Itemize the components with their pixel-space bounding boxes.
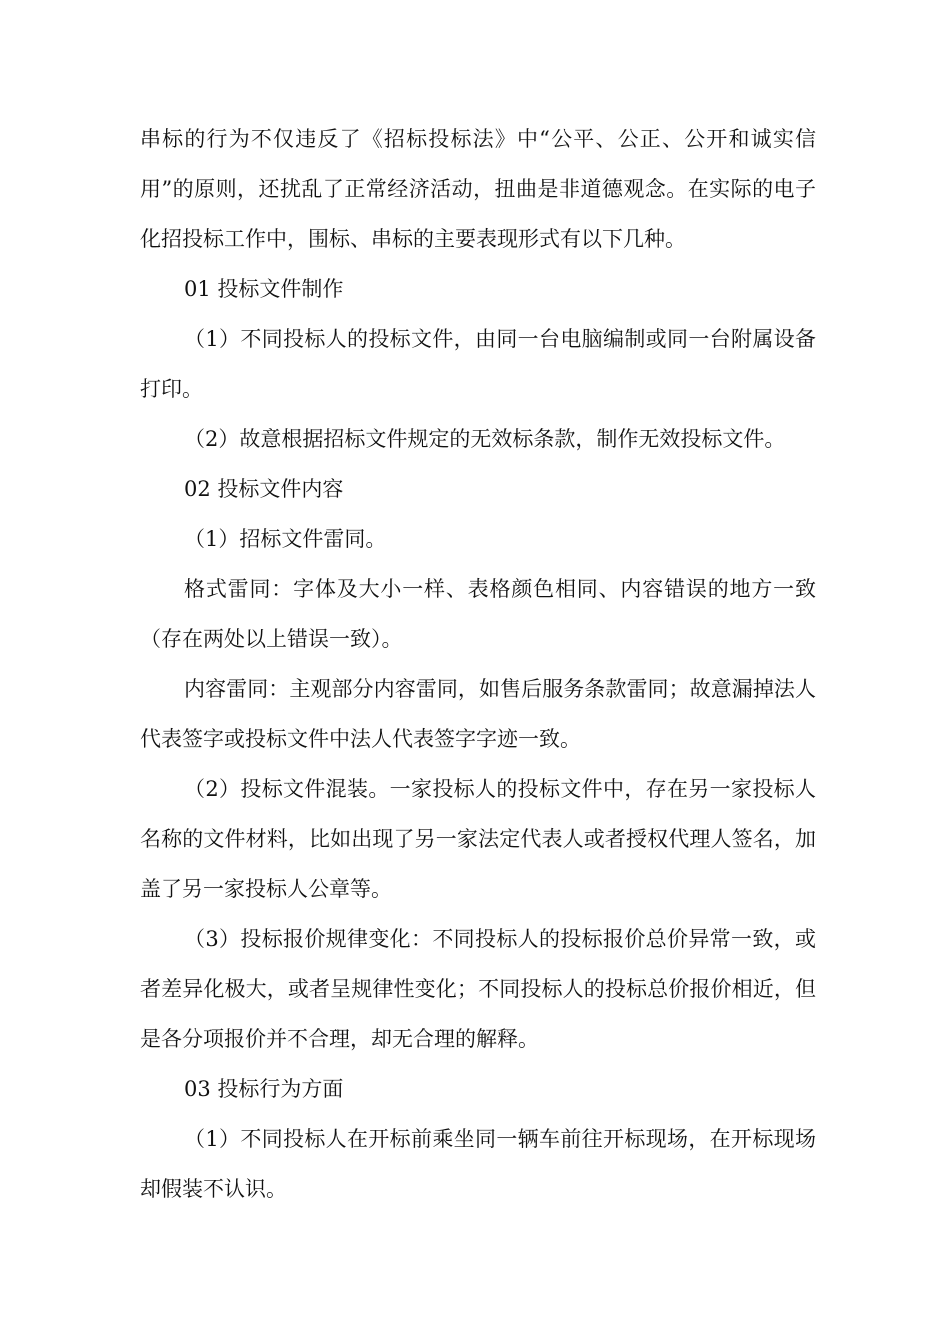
paragraph-item-01-2: （2）故意根据招标文件规定的无效标条款，制作无效投标文件。 — [184, 427, 786, 451]
paragraph-item-03-1: （1）不同投标人在开标前乘坐同一辆车前往开标现场，在开标现场却假装不认识。 — [140, 1127, 816, 1201]
paragraph-content-same: 内容雷同：主观部分内容雷同，如售后服务条款雷同；故意漏掉法人代表签字或投标文件中法人代表签字字迹一致。 — [140, 677, 816, 751]
document-body — [140, 114, 816, 1214]
paragraph-item-02-3: （3）投标报价规律变化：不同投标人的投标报价总价异常一致，或者差异化极大，或者呈规律性变化；不同投标人的投标总价报价相近，但是各分项报价并不合理，却无合理的解释。 — [140, 927, 816, 1051]
paragraph-item-02-2: （2）投标文件混装。一家投标人的投标文件中，存在另一家投标人名称的文件材料，比如出现了另一家法定代表人或者授权代理人签名，加盖了另一家投标人公章等。 — [140, 777, 816, 901]
section-heading-01: 01 投标文件制作 — [184, 277, 344, 301]
paragraph-item-02-1: （1）招标文件雷同。 — [184, 527, 387, 551]
section-heading-03: 03 投标行为方面 — [184, 1077, 344, 1101]
paragraph-item-01-1: （1）不同投标人的投标文件，由同一台电脑编制或同一台附属设备打印。 — [140, 327, 816, 401]
section-heading-02: 02 投标文件内容 — [184, 477, 344, 501]
paragraph-intro: 串标的行为不仅违反了《招标投标法》中“公平、公正、公开和诚实信用”的原则，还扰乱了正常经济活动，扭曲是非道德观念。在实际的电子化招投标工作中，围标、串标的主要表现形式有以下几种。 — [140, 127, 816, 251]
paragraph-format-same: 格式雷同：字体及大小一样、表格颜色相同、内容错误的地方一致（存在两处以上错误一致）。 — [140, 577, 816, 651]
